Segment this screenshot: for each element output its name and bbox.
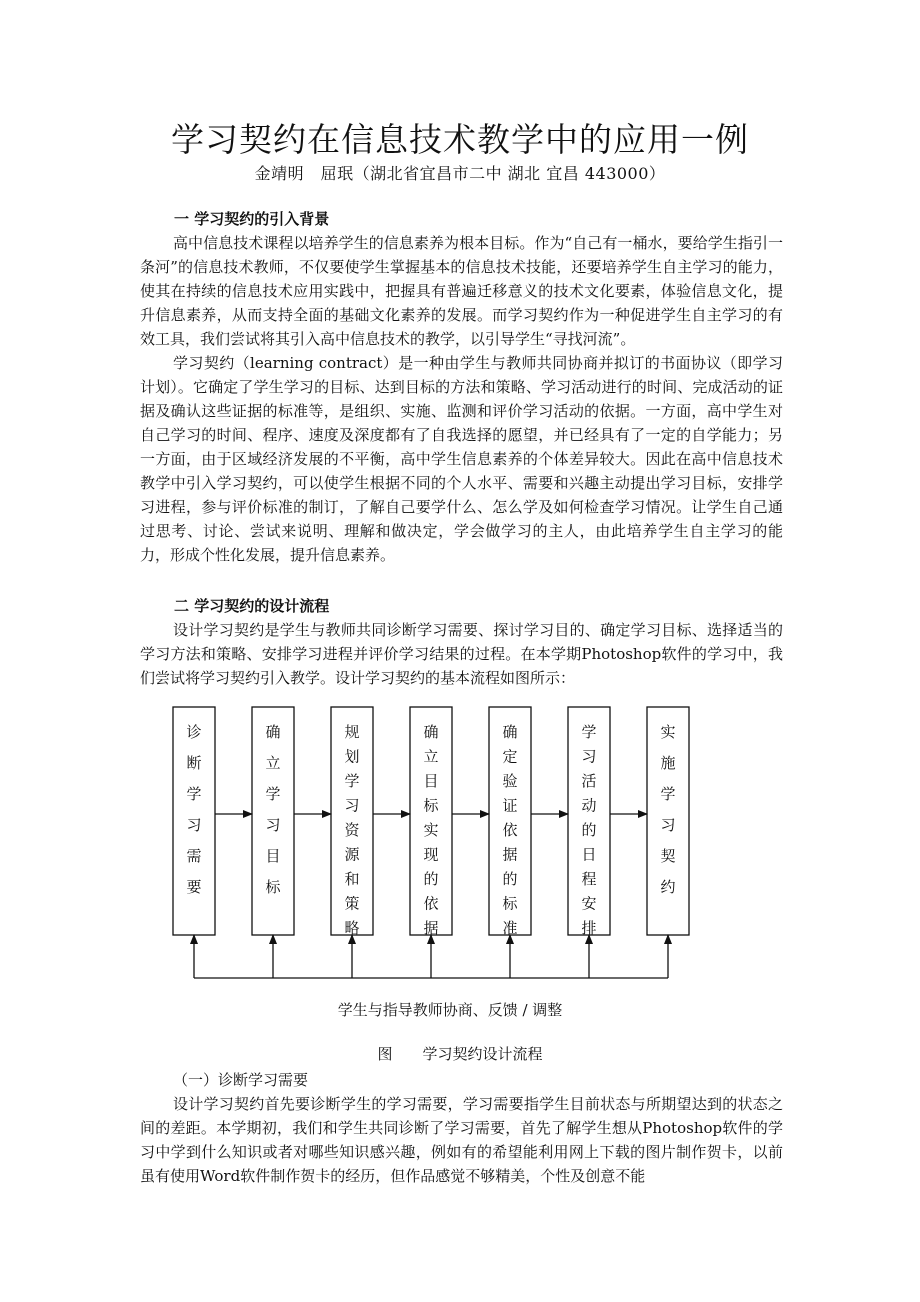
flow-step xyxy=(173,707,215,935)
subsection-heading: （一）诊断学习需要 xyxy=(173,1071,309,1089)
paragraph: 设计学习契约首先要诊断学生的学习需要，学习需要指学生目前状态与所期望达到的状态之间的差距。本学期初，我们和学生共同诊断了学习需要，首先了解学生想从Photoshop软件的学习中学到什么知识或者对哪些知识感兴趣，例如有的希望能利用网上下载的图片制作贺卡，以前虽有使用Word软件制作贺卡的经历，但作品感觉不够精美，个性及创意不能 xyxy=(140,1095,783,1185)
flow-step-label: 确立目标实现的依据 xyxy=(423,723,439,937)
paragraph: 设计学习契约是学生与教师共同诊断学习需要、探讨学习目的、确定学习目标、选择适当的学习方法和策略、安排学习进程并评价学习结果的过程。在本学期Photoshop软件的学习中，我们尝试将学习契约引入教学。设计学习契约的基本流程如图所示： xyxy=(140,621,783,687)
flow-step-label: 确定验证依据的标准 xyxy=(502,723,518,937)
flow-step-label: 诊断学习需要 xyxy=(186,723,202,896)
flow-step xyxy=(489,707,531,937)
author-line: 金靖明 屈珉（湖北省宜昌市二中 湖北 宜昌 443000） xyxy=(254,164,666,183)
flow-step xyxy=(331,707,373,937)
paragraph: 学习契约（learning contract）是一种由学生与教师共同协商并拟订的书面协议（即学习计划）。它确定了学生学习的目标、达到目标的方法和策略、学习活动进行的时间、完成活动的证据及确认这些证据的标准等，是组织、实施、监测和评价学习活动的依据。一方面，高中学生对自己学习的时间、程序、速度及深度都有了自我选择的愿望，并已经具有了一定的自学能力；另一方面，由于区域经济发展的不平衡，高中学生信息素养的个体差异较大。因此在高中信息技术教学中引入学习契约，可以使学生根据不同的个人水平、需要和兴趣主动提出学习目标，安排学习进程，参与评价标准的制订，了解自己要学什么、怎么学及如何检查学习情况。让学生自己通过思考、讨论、尝试来说明、理解和做决定，学会做学习的主人，由此培养学生自主学习的能力，形成个性化发展，提升信息素养。 xyxy=(140,354,783,564)
flow-step-label: 学习活动的日程安排 xyxy=(581,723,597,937)
figure-caption: 图 学习契约设计流程 xyxy=(377,1045,543,1063)
flow-step-label: 确立学习目标 xyxy=(265,723,281,896)
flow-step xyxy=(568,707,610,937)
flow-step xyxy=(647,707,689,935)
section-heading: 一 学习契约的引入背景 xyxy=(174,210,330,228)
flow-step xyxy=(252,707,294,935)
paragraph: 高中信息技术课程以培养学生的信息素养为根本目标。作为“自己有一桶水，要给学生指引一条河”的信息技术教师，不仅要使学生掌握基本的信息技术技能，还要培养学生自主学习的能力，使其在持续的信息技术应用实践中，把握具有普遍迁移意义的技术文化要素，体验信息文化，提升信息素养，从而支持全面的基础文化素养的发展。而学习契约作为一种促进学生自主学习的有效工具，我们尝试将其引入高中信息技术的教学，以引导学生“寻找河流”。 xyxy=(140,234,783,348)
flow-step-label: 规划学习资源和策略 xyxy=(344,723,360,937)
flow-step xyxy=(410,707,452,937)
section-heading: 二 学习契约的设计流程 xyxy=(174,597,330,615)
section-diagnose-needs xyxy=(140,1068,783,1188)
flow-step-label: 实施学习契约 xyxy=(660,723,676,896)
feedback-label: 学生与指导教师协商、反馈 / 调整 xyxy=(337,1001,563,1019)
document-title: 学习契约在信息技术教学中的应用一例 xyxy=(171,120,749,159)
